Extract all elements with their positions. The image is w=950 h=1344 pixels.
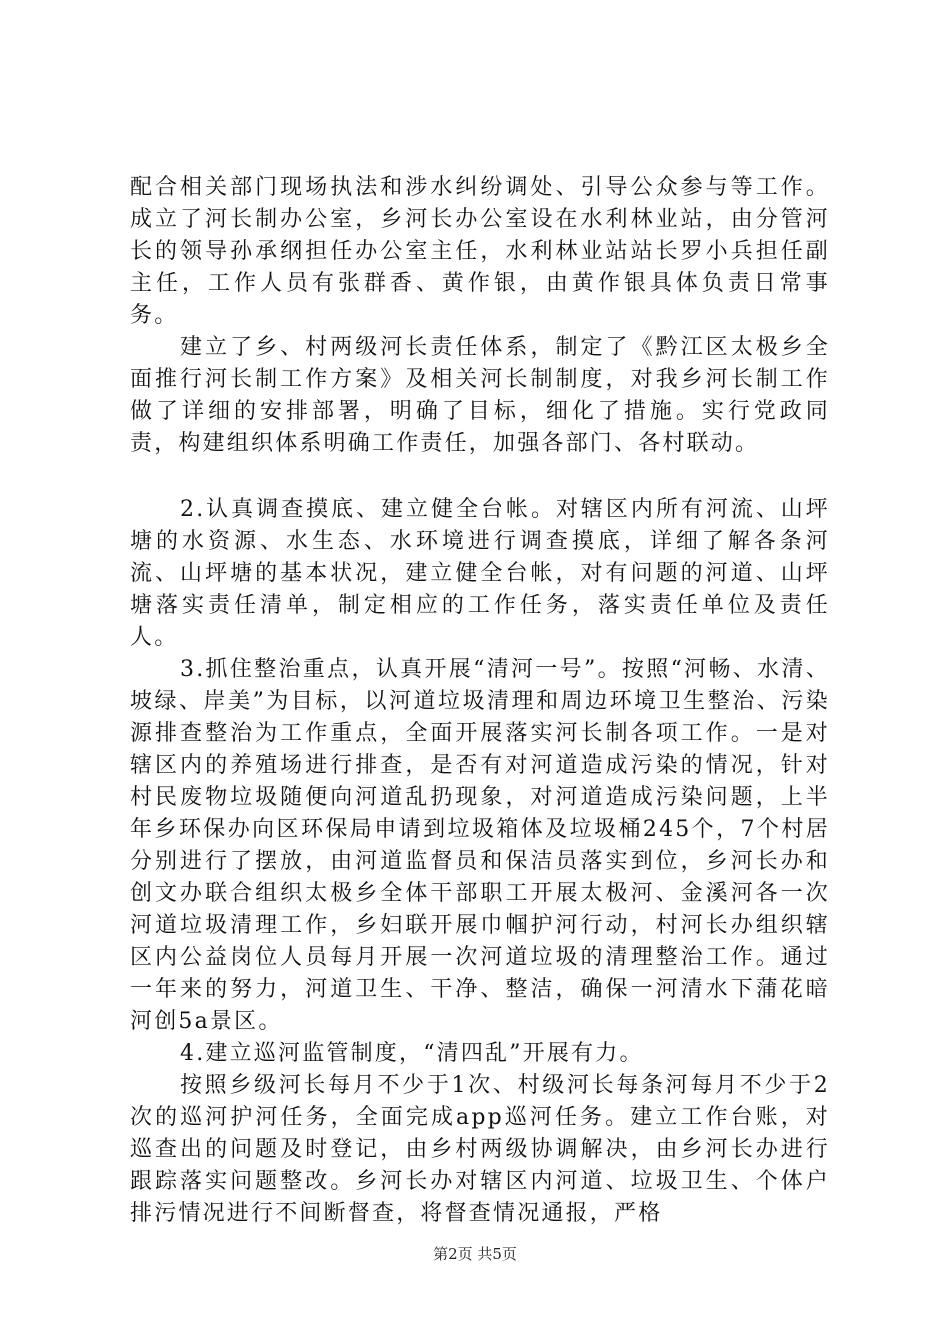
paragraph-1: 配合相关部门现场执法和涉水纠纷调处、引导公众参与等工作。成立了河长制办公室，乡河长办公室设在水利林业站，由分管河长的领导孙承纲担任办公室主任，水利林业站站长罗小兵担任副主任，工作人员有张群香、黄作银，由黄作银具体负责日常事务。 bbox=[130, 175, 830, 328]
document-body bbox=[130, 172, 830, 1230]
page-footer bbox=[0, 1244, 950, 1264]
paragraph-2: 建立了乡、村两级河长责任体系，制定了《黔江区太极乡全面推行河长制工作方案》及相关河长制制度，对我乡河长制工作做了详细的安排部署，明确了目标，细化了措施。实行党政同责，构建组织体系明确工作责任，加强各部门、各村联动。 bbox=[130, 335, 830, 456]
paragraph-3: 2.认真调查摸底、建立健全台帐。对辖区内所有河流、山坪塘的水资源、水生态、水环境进行调查摸底，详细了解各条河流、山坪塘的基本状况，建立健全台帐，对有问题的河道、山坪塘落实责任清单，制定相应的工作任务，落实责任单位及责任人。 bbox=[130, 497, 830, 650]
paragraph-5: 4.建立巡河监管制度，“清四乱”开展有力。 bbox=[180, 1041, 644, 1066]
paragraph-4: 3.抓住整治重点，认真开展“清河一号”。按照“河畅、水清、坡绿、岸美”为目标，以河道垃圾清理和周边环境卫生整治、污染源排查整治为工作重点，全面开展落实河长制各项工作。一是对辖区内的养殖场进行排查，是否有对河道造成污染的情况，针对村民废物垃圾随便向河道乱扔现象，对河道造成污染问题，上半年乡环保办向区环保局申请到垃圾箱体及垃圾桶245个，7个村居分别进行了摆放，由河道监督员和保洁员落实到位，乡河长办和创文办联合组织太极乡全体干部职工开展太极河、金溪河各一次河道垃圾清理工作，乡妇联开展巾帼护河行动，村河长办组织辖区内公益岗位人员每月开展一次河道垃圾的清理整治工作。通过一年来的努力，河道卫生、干净、整洁，确保一河清水下蒲花暗河创5a景区。 bbox=[130, 657, 830, 1034]
paragraph-gap bbox=[130, 460, 830, 494]
paragraph-6: 按照乡级河长每月不少于1次、村级河长每条河每月不少于2次的巡河护河任务，全面完成app巡河任务。建立工作台账，对巡查出的问题及时登记，由乡村两级协调解决，由乡河长办进行跟踪落实问题整改。乡河长办对辖区内河道、垃圾卫生、个体户排污情况进行不间断督查，将督查情况通报，严格 bbox=[130, 1073, 830, 1226]
page-number-label: 第2页 共5页 bbox=[433, 1245, 517, 1263]
